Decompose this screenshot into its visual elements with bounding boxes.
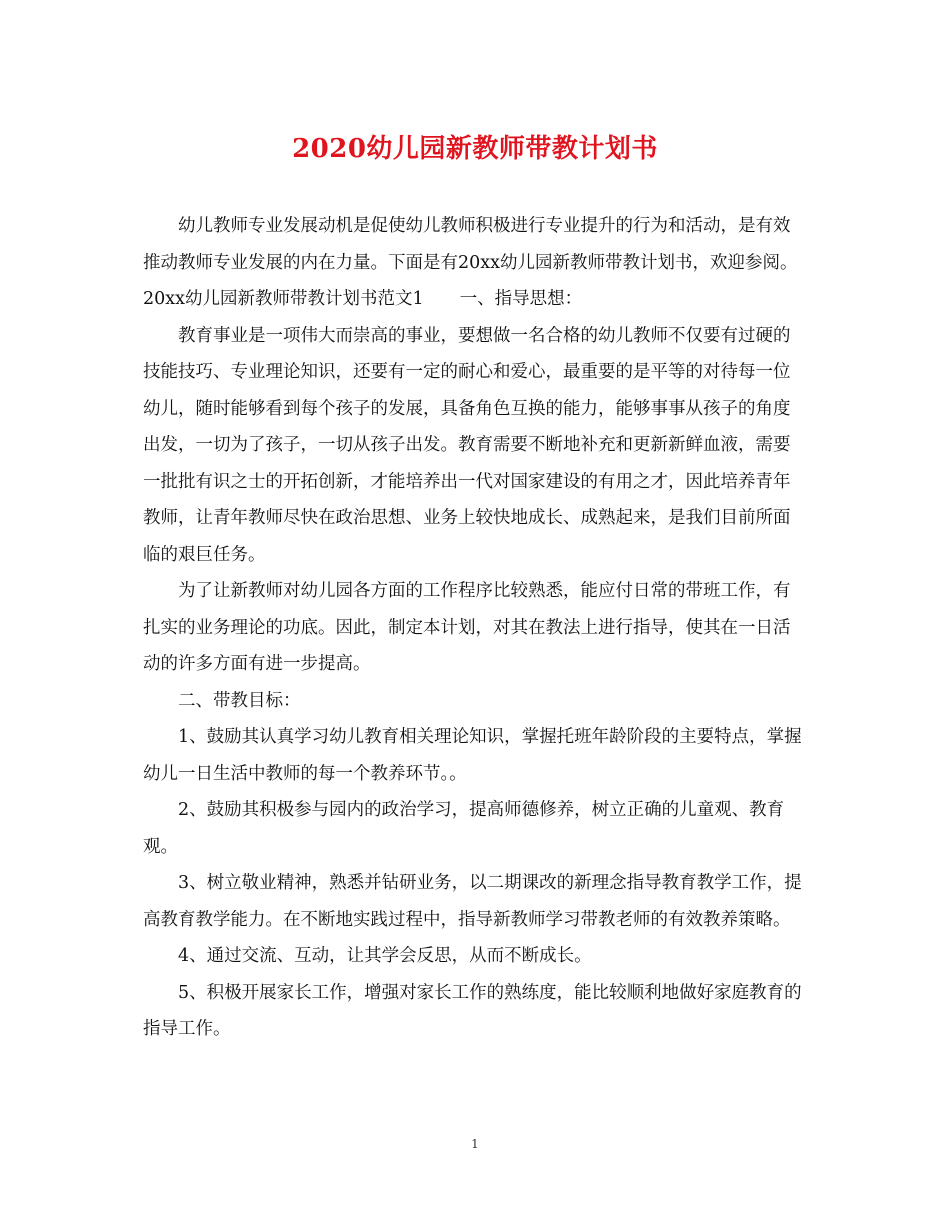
sample-heading-line — [143, 281, 807, 318]
intro-paragraph: 幼儿教师专业发展动机是促使幼儿教师积极进行专业提升的行为和活动，是有效推动教师专业发展的内在力量。下面是有20xx幼儿园新教师带教计划书，欢迎参阅。 — [143, 216, 798, 273]
guiding-thought-paragraph: 教育事业是一项伟大而崇高的事业，要想做一名合格的幼儿教师不仅要有过硬的技能技巧、专业理论知识，还要有一定的耐心和爱心，最重要的是平等的对待每一位幼儿，随时能够看到每个孩子的发展，具备角色互换的能力，能够事事从孩子的角度出发，一切为了孩子，一切从孩子出发。教育需要不断地补充和更新新鲜血液，需要一批批有识之士的开拓创新，才能培养出一代对国家建设的有用之才，因此培养青年教师，让青年教师尽快在政治思想、业务上较快地成长、成熟起来，是我们目前所面临的艰巨任务。 — [143, 325, 791, 565]
goal-item: 2、鼓励其积极参与园内的政治学习，提高师德修养，树立正确的儿童观、教育观。 — [143, 800, 785, 857]
goal-item: 4、通过交流、互动，让其学会反思，从而不断成长。 — [178, 946, 592, 966]
goal-item: 3、树立敬业精神，熟悉并钻研业务，以二期课改的新理念指导教育教学工作，提高教育教学能力。在不断地实践过程中，指导新教师学习带教老师的有效教养策略。 — [143, 873, 802, 930]
document-body — [143, 208, 807, 1048]
document-title: 2020幼儿园新教师带教计划书 — [292, 134, 658, 164]
page-number: 1 — [471, 1137, 479, 1151]
section-2-heading: 二、带教目标： — [178, 690, 301, 711]
goal-item: 1、鼓励其认真学习幼儿教育相关理论知识，掌握托班年龄阶段的主要特点，掌握幼儿一日生活中教师的每一个教养环节。。 — [143, 727, 802, 784]
purpose-paragraph: 为了让新教师对幼儿园各方面的工作程序比较熟悉，能应付日常的带班工作，有扎实的业务理论的功底。因此，制定本计划，对其在教法上进行指导，使其在一日活动的许多方面有进一步提高。 — [143, 581, 791, 674]
goal-item: 5、积极开展家长工作，增强对家长工作的熟练度，能比较顺利地做好家庭教育的指导工作。 — [143, 982, 802, 1039]
sample-heading: 20xx幼儿园新教师带教计划书范文1 — [143, 289, 424, 309]
section-1-heading: 一、指导思想： — [459, 289, 583, 309]
